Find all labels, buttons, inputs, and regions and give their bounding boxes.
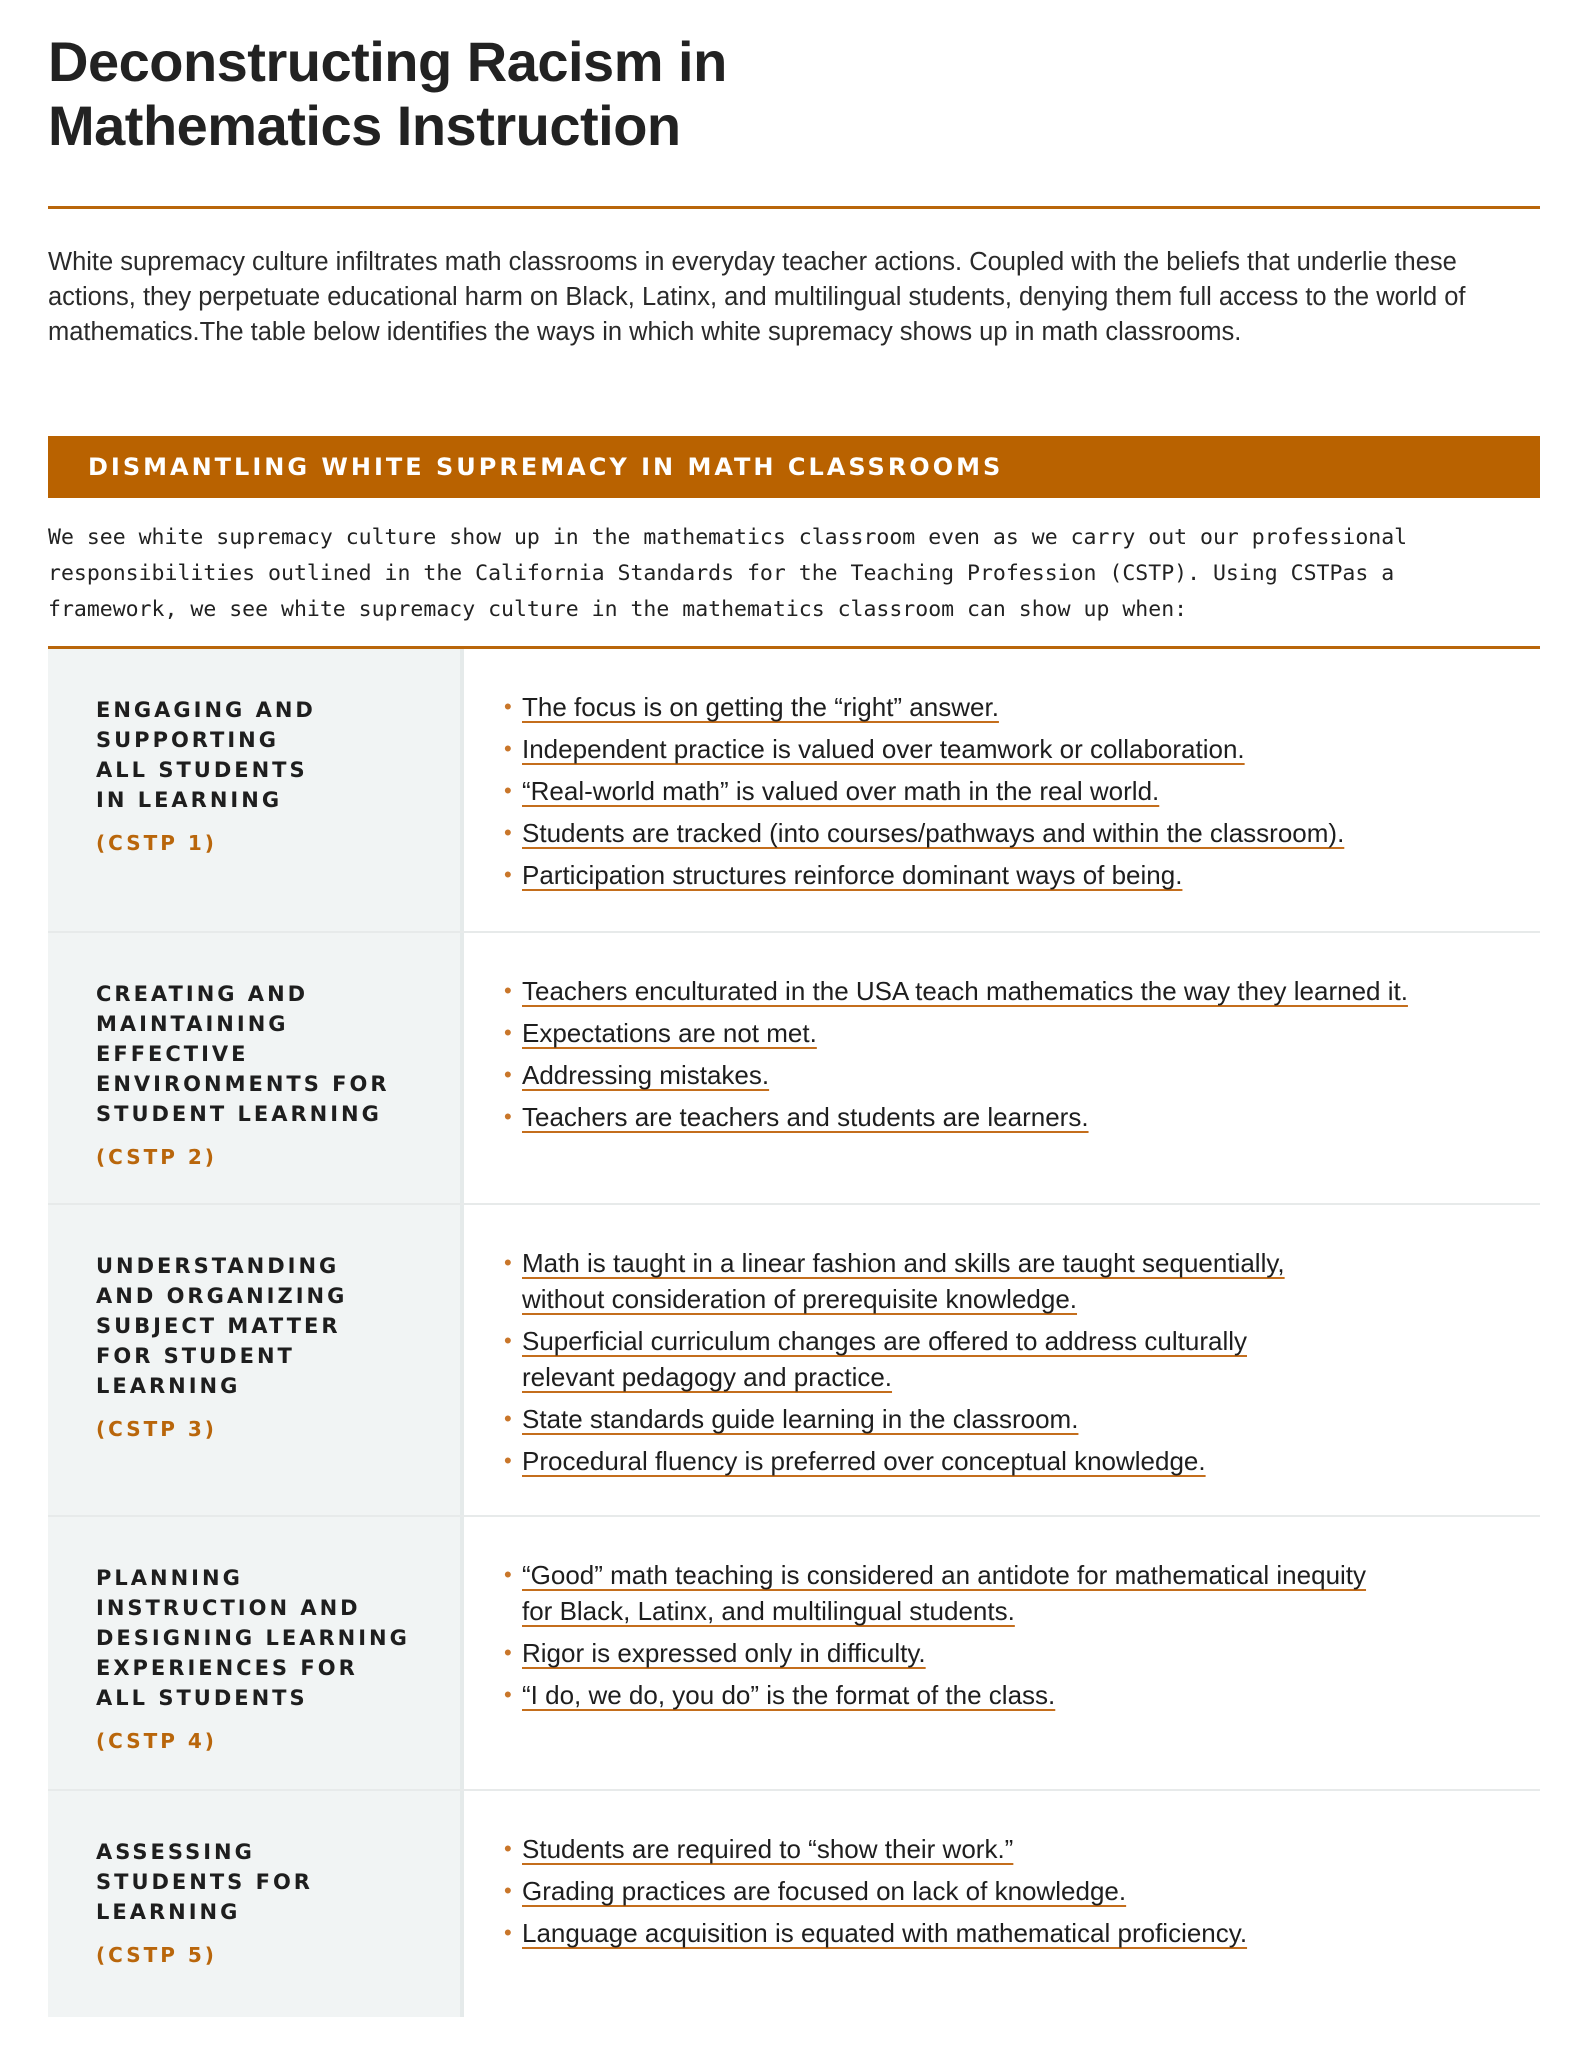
standard-title: CREATING AND MAINTAINING EFFECTIVE ENVIRONMENTS FOR STUDENT LEARNING [96,982,390,1126]
list-item [504,1873,1520,1909]
items-cell [464,1205,1540,1515]
bullet-icon: • [504,1836,512,1861]
items-cell [464,933,1540,1203]
bullet-icon: • [504,1682,512,1707]
bullet-icon: • [504,778,512,803]
bullet-icon: • [504,1920,512,1945]
page-title-line-1: Deconstructing Racism in [48,30,727,93]
list-item-text[interactable]: Students are required to “show their work.” [522,1834,1014,1864]
list-item [504,857,1520,893]
list-item-text[interactable]: Addressing mistakes. [522,1060,770,1090]
page-title [48,0,948,158]
list-item-text[interactable]: The focus is on getting the “right” answer. [522,692,999,722]
list-item [504,1677,1520,1713]
standard-cell [48,933,464,1203]
bullet-icon: • [504,1878,512,1903]
list-item-text[interactable]: “I do, we do, you do” is the format of the class. [522,1680,1056,1710]
list-item-text[interactable]: “Good” math teaching is considered an antidote for mathematical inequity for Black, Latinx, and multilingual students. [522,1560,1367,1626]
list-item [504,689,1520,725]
standard-cell [48,1205,464,1515]
list-item-text[interactable]: Participation structures reinforce dominant ways of being. [522,860,1183,890]
list-item [504,1015,1520,1051]
list-item [504,1245,1520,1317]
standard-cell [48,1791,464,2017]
bullet-icon: • [504,978,512,1003]
bullet-icon: • [504,1328,512,1353]
cstp-row-5 [48,1791,1540,2017]
list-item-text[interactable]: Rigor is expressed only in difficulty. [522,1638,926,1668]
standard-cell [48,649,464,931]
standard-title: UNDERSTANDING AND ORGANIZING SUBJECT MATTER FOR STUDENT LEARNING [96,1254,348,1398]
cstp-row-4 [48,1517,1540,1791]
bullet-icon: • [504,1062,512,1087]
bullet-icon: • [504,820,512,845]
list-item [504,1323,1520,1395]
list-item-text[interactable]: Teachers are teachers and students are learners. [522,1102,1089,1132]
standard-title: ASSESSING STUDENTS FOR LEARNING [96,1840,313,1924]
cstp-row-1 [48,649,1540,933]
list-item-text[interactable]: Independent practice is valued over teamwork or collaboration. [522,734,1245,764]
standard-cell [48,1517,464,1789]
standard-code: (CSTP 1) [96,831,217,855]
standard-code: (CSTP 2) [96,1145,217,1169]
list-item-text[interactable]: Procedural fluency is preferred over conceptual knowledge. [522,1446,1206,1476]
bullet-icon: • [504,1250,512,1275]
bullet-icon: • [504,694,512,719]
bullet-icon: • [504,1020,512,1045]
standard-title: ENGAGING AND SUPPORTING ALL STUDENTS IN LEARNING [96,698,316,812]
list-item-text[interactable]: Teachers enculturated in the USA teach mathematics the way they learned it. [522,976,1408,1006]
list-item [504,1831,1520,1867]
list-item-text[interactable]: State standards guide learning in the classroom. [522,1404,1079,1434]
list-item-text[interactable]: Grading practices are focused on lack of knowledge. [522,1876,1127,1906]
bullet-icon: • [504,1448,512,1473]
list-item-text[interactable]: Language acquisition is equated with mathematical proficiency. [522,1918,1248,1948]
cstp-table [48,649,1540,2017]
list-item [504,1635,1520,1671]
bullet-icon: • [504,1562,512,1587]
standard-code: (CSTP 3) [96,1417,217,1441]
list-item-text[interactable]: Math is taught in a linear fashion and skills are taught sequentially, without consideration of prerequisite knowledge. [522,1248,1285,1314]
items-cell [464,649,1540,931]
section-banner-title: DISMANTLING WHITE SUPREMACY IN MATH CLASSROOMS [88,453,1004,481]
page-title-line-2: Mathematics Instruction [48,94,681,157]
list-item [504,773,1520,809]
standard-code: (CSTP 4) [96,1729,217,1753]
list-item [504,1057,1520,1093]
list-item-text[interactable]: Expectations are not met. [522,1018,817,1048]
list-item [504,815,1520,851]
list-item [504,1443,1520,1479]
items-cell [464,1791,1540,2017]
bullet-icon: • [504,862,512,887]
list-item-text[interactable]: Students are tracked (into courses/pathways and within the classroom). [522,818,1345,848]
list-item [504,1401,1520,1437]
list-item [504,1099,1520,1135]
list-item [504,1557,1520,1629]
list-item [504,973,1520,1009]
list-item-text[interactable]: “Real-world math” is valued over math in the real world. [522,776,1160,806]
section-banner [48,436,1540,498]
list-item [504,1915,1520,1951]
intro-paragraph: White supremacy culture infiltrates math classrooms in everyday teacher actions. Coupled with the beliefs that underlie these actions, they perpetuate educational harm on Black, Latinx, and multilingual students, denying them full access to the world of mathematics.The table below identifies the ways in which white supremacy shows up in math classrooms. [48,248,1466,346]
list-item [504,731,1520,767]
bullet-icon: • [504,1640,512,1665]
cstp-row-2 [48,933,1540,1205]
cstp-row-3 [48,1205,1540,1517]
bullet-icon: • [504,736,512,761]
list-item-text[interactable]: Superficial curriculum changes are offered to address culturally relevant pedagogy and practice. [522,1326,1247,1392]
standard-code: (CSTP 5) [96,1943,217,1967]
framework-note: We see white supremacy culture show up in the mathematics classroom even as we carry out our professional responsibilities outlined in the California Standards for the Teaching Profession (CSTP). Using CSTPas a framework, we see white supremacy culture in the mathematics classroom can show up when: [48,525,1408,622]
bullet-icon: • [504,1104,512,1129]
bullet-icon: • [504,1406,512,1431]
items-cell [464,1517,1540,1789]
standard-title: PLANNING INSTRUCTION AND DESIGNING LEARNING EXPERIENCES FOR ALL STUDENTS [96,1566,410,1710]
title-divider [48,206,1540,209]
